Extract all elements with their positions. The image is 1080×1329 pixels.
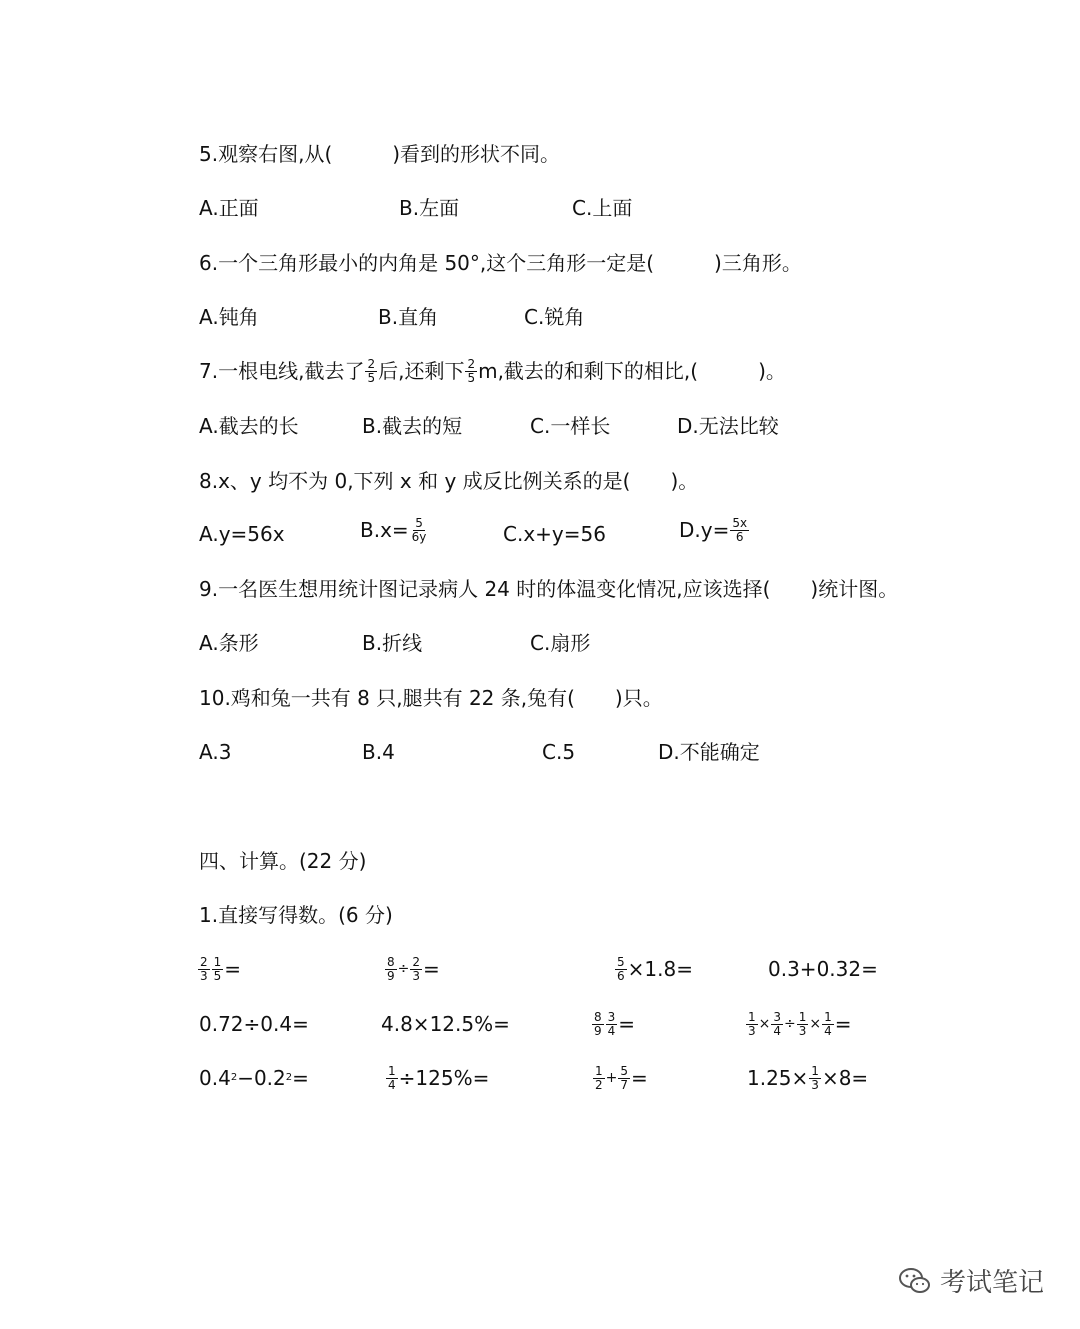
calc-r1c2: $\frac{8}{9}$ ÷ $\frac{2}{3}$ = (387, 954, 440, 983)
q7-option-b: B.截去的短 (362, 414, 463, 438)
calc-r2c3: $\frac{8}{9}$ $\frac{3}{4}$ = (594, 1009, 636, 1038)
q10-option-b: B.4 (362, 740, 395, 764)
watermark (898, 1262, 1044, 1299)
question-7-stem (199, 357, 786, 385)
calc-r2c2: 4.8×12.5%= (381, 1012, 510, 1036)
q10-option-c: C.5 (542, 740, 576, 764)
section-4-subtitle: 1.直接写得数。(6 分) (199, 903, 393, 927)
q9-option-b: B.折线 (362, 631, 423, 655)
calc-r2c1: 0.72÷0.4= (199, 1012, 309, 1036)
question-8-stem: 8.x、y 均不为 0,下列 x 和 y 成反比例关系的是( )。 (199, 469, 699, 493)
q7-fraction-1: $\frac{2}{5}$ (367, 356, 376, 385)
calc-r3c3: $\frac{1}{2}$ + $\frac{5}{7}$ = (595, 1063, 648, 1092)
question-5-stem: 5.观察右图,从( )看到的形状不同。 (199, 142, 561, 166)
q8-option-b: B.x= $\frac{5}{6y}$ (360, 515, 427, 544)
calc-r1c1: $\frac{2}{3}$ $\frac{1}{5}$ = (200, 954, 242, 983)
q6-option-a: A.钝角 (199, 305, 259, 329)
question-9-stem: 9.一名医生想用统计图记录病人 24 时的体温变化情况,应该选择( )统计图。 (199, 577, 899, 601)
q8-option-d: D.y= $\frac{5x}{6}$ (679, 515, 748, 544)
q5-option-a: A.正面 (199, 196, 259, 220)
q7-text-2: 后,还剩下 (378, 359, 465, 383)
q7-option-a: A.截去的长 (199, 414, 299, 438)
q10-option-a: A.3 (199, 740, 232, 764)
q7-text-3: m,截去的和剩下的相比,( )。 (478, 359, 786, 383)
calc-r2c4: $\frac{1}{3}$ × $\frac{3}{4}$ ÷ $\frac{1}{3}$ × $\frac{1}{4}$ = (748, 1009, 852, 1038)
wechat-icon (898, 1266, 932, 1296)
q5-option-b: B.左面 (399, 196, 460, 220)
calc-r3c4: 1.25× $\frac{1}{3}$ ×8= (747, 1063, 869, 1092)
calc-r1c4: 0.3+0.32= (768, 957, 878, 981)
q10-option-d: D.不能确定 (658, 740, 760, 764)
q6-option-b: B.直角 (378, 305, 439, 329)
q8-option-a: A.y=56x (199, 522, 285, 546)
q7-text-1: 7.一根电线,截去了 (199, 359, 365, 383)
q5-option-c: C.上面 (572, 196, 633, 220)
q6-option-c: C.锐角 (524, 305, 585, 329)
calc-r3c1: 0.4 2 −0.2 2 = (199, 1066, 309, 1090)
question-10-stem: 10.鸡和兔一共有 8 只,腿共有 22 条,兔有( )只。 (199, 686, 663, 710)
section-4-title: 四、计算。(22 分) (199, 849, 367, 873)
question-6-stem: 6.一个三角形最小的内角是 50°,这个三角形一定是( )三角形。 (199, 251, 802, 275)
q8-option-c: C.x+y=56 (503, 522, 606, 546)
q7-option-c: C.一样长 (530, 414, 611, 438)
q7-fraction-2: $\frac{2}{5}$ (467, 356, 476, 385)
calc-r1c3: $\frac{5}{6}$ ×1.8= (617, 954, 693, 983)
q9-option-c: C.扇形 (530, 631, 591, 655)
calc-r3c2: $\frac{1}{4}$ ÷125%= (388, 1063, 490, 1092)
q9-option-a: A.条形 (199, 631, 259, 655)
q7-option-d: D.无法比较 (677, 414, 779, 438)
watermark-text: 考试笔记 (940, 1268, 1045, 1298)
